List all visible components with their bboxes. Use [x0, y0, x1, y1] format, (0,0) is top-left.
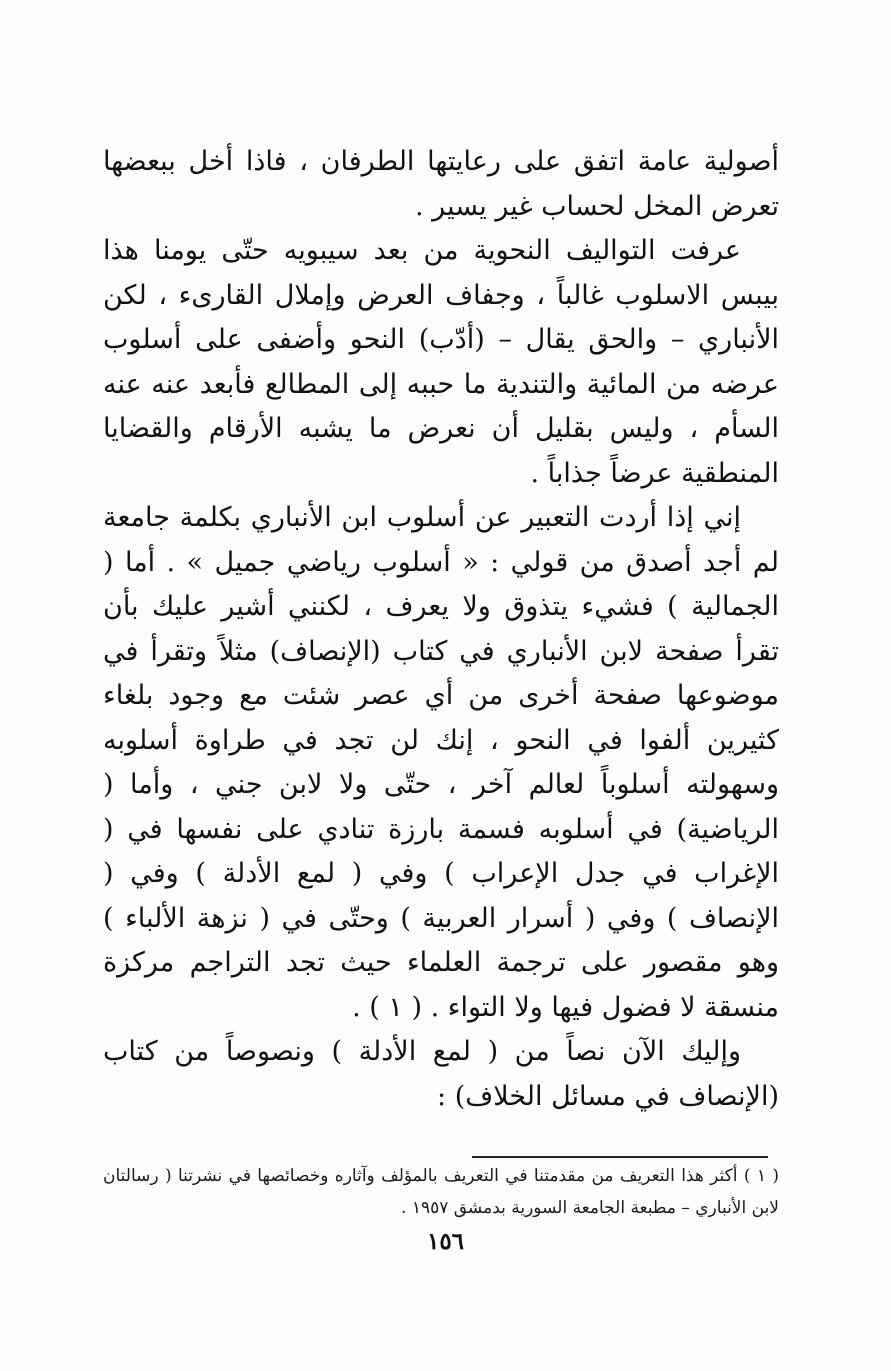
- paragraph-4: وإليك الآن نصاً من ( لمع الأدلة ) ونصوصاً من كتاب (الإنصاف في مسائل الخلاف) :: [103, 1036, 779, 1112]
- page-number: ١٥٦: [426, 1228, 465, 1255]
- footnote-1: ( ١ ) أكثر هذا التعريف من مقدمتنا في التعريف بالمؤلف وآثاره وخصائصها في نشرتنا ( رسالتان لابن الأنباري – مطبعة الجامعة السورية بدمشق ١٩٥٧ .: [103, 1166, 779, 1218]
- paragraph-1: أصولية عامة اتفق على رعايتها الطرفان ، فاذا أخل ببعضها تعرض المخل لحساب غير يسير .: [103, 146, 779, 222]
- footnote-divider: [472, 1156, 768, 1158]
- footnotes: [103, 1160, 779, 1224]
- paragraph-2: عرفت التواليف النحوية من بعد سيبويه حتّى يومنا هذا بيبس الاسلوب غالباً ، وجفاف العرض وإملال القارىء ، لكن الأنباري – والحق يقال – (أدّب) النحو وأضفى على أسلوب عرضه من المائية والتندية ما حببه إلى المطالع فأبعد عنه عنه السأم ، وليس بقليل أن نعرض ما يشبه الأرقام والقضايا المنطقية عرضاً جذاباً .: [103, 235, 779, 489]
- paragraph-3: إني إذا أردت التعبير عن أسلوب ابن الأنباري بكلمة جامعة لم أجد أصدق من قولي : « أسلوب رياضي جميل » . أما ( الجمالية ) فشيء يتذوق ولا يعرف ، لكنني أشير عليك بأن تقرأ صفحة لابن الأنباري في كتاب (الإنصاف) مثلاً وتقرأ في موضوعها صفحة أخرى من أي عصر شئت مع وجود بلغاء كثيرين ألفوا في النحو ، إنك لن تجد في طراوة أسلوبه وسهولته أسلوباً لعالم آخر ، حتّى ولا لابن جني ، وأما ( الرياضية) في أسلوبه فسمة بارزة تنادي على نفسها في ( الإغراب في جدل الإعراب ) وفي ( لمع الأدلة ) وفي ( الإنصاف ) وفي ( أسرار العربية ) وحتّى في ( نزهة الألباء ) وهو مقصور على ترجمة العلماء حيث تجد التراجم مركزة منسقة لا فضول فيها ولا التواء . ( ١ ) .: [103, 502, 779, 1023]
- main-text: [103, 140, 779, 1119]
